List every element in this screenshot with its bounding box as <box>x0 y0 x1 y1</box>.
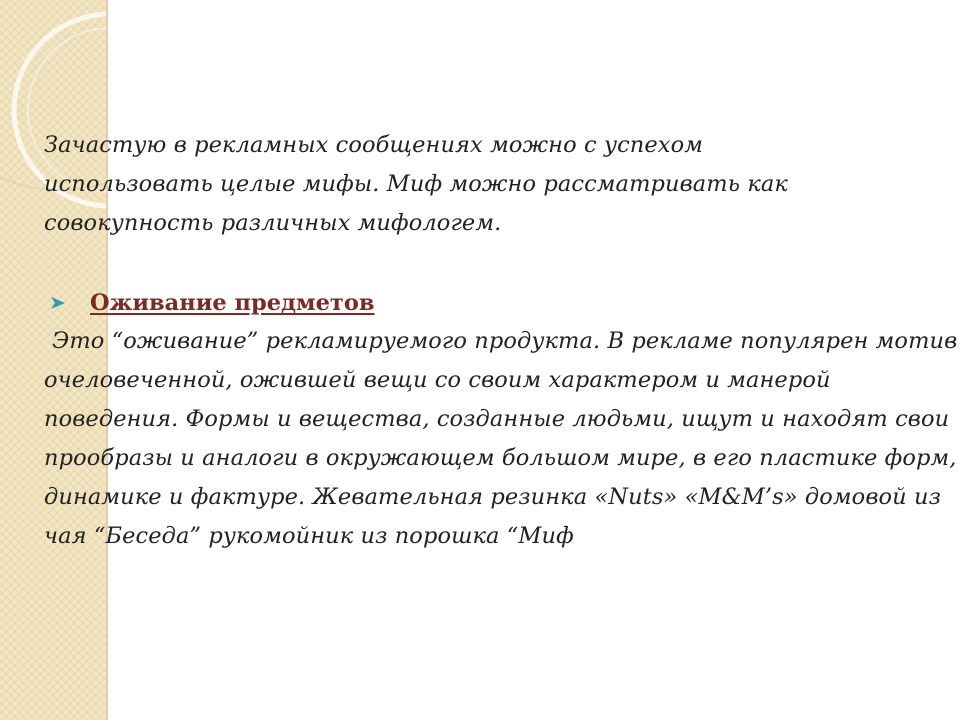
bullet-heading-link[interactable]: Оживание предметов <box>90 290 375 316</box>
slide-content <box>44 126 958 556</box>
body-paragraph-text: Это “оживание” рекламируемого продукта. В рекламе популярен мотив очеловеченной, ожившей вещи со своим характером и манерой поведения. Формы и вещества, созданные людьми, ищут и находят свои прообразы и аналоги в окружающем большом мире, в его пластике форм, динамике и фактуре. Жевательная резинка «Nuts» «M&M’s» домовой из чая “Беседа” рукомойник из порошка “Миф <box>44 328 958 549</box>
body-paragraph <box>44 322 960 556</box>
bullet-item <box>44 285 954 321</box>
intro-paragraph: Зачастую в рекламных сообщениях можно с успехом использовать целые мифы. Миф можно рассматривать как совокупность различных мифологем. <box>44 132 788 236</box>
arrowhead-bullet-icon <box>50 295 66 311</box>
